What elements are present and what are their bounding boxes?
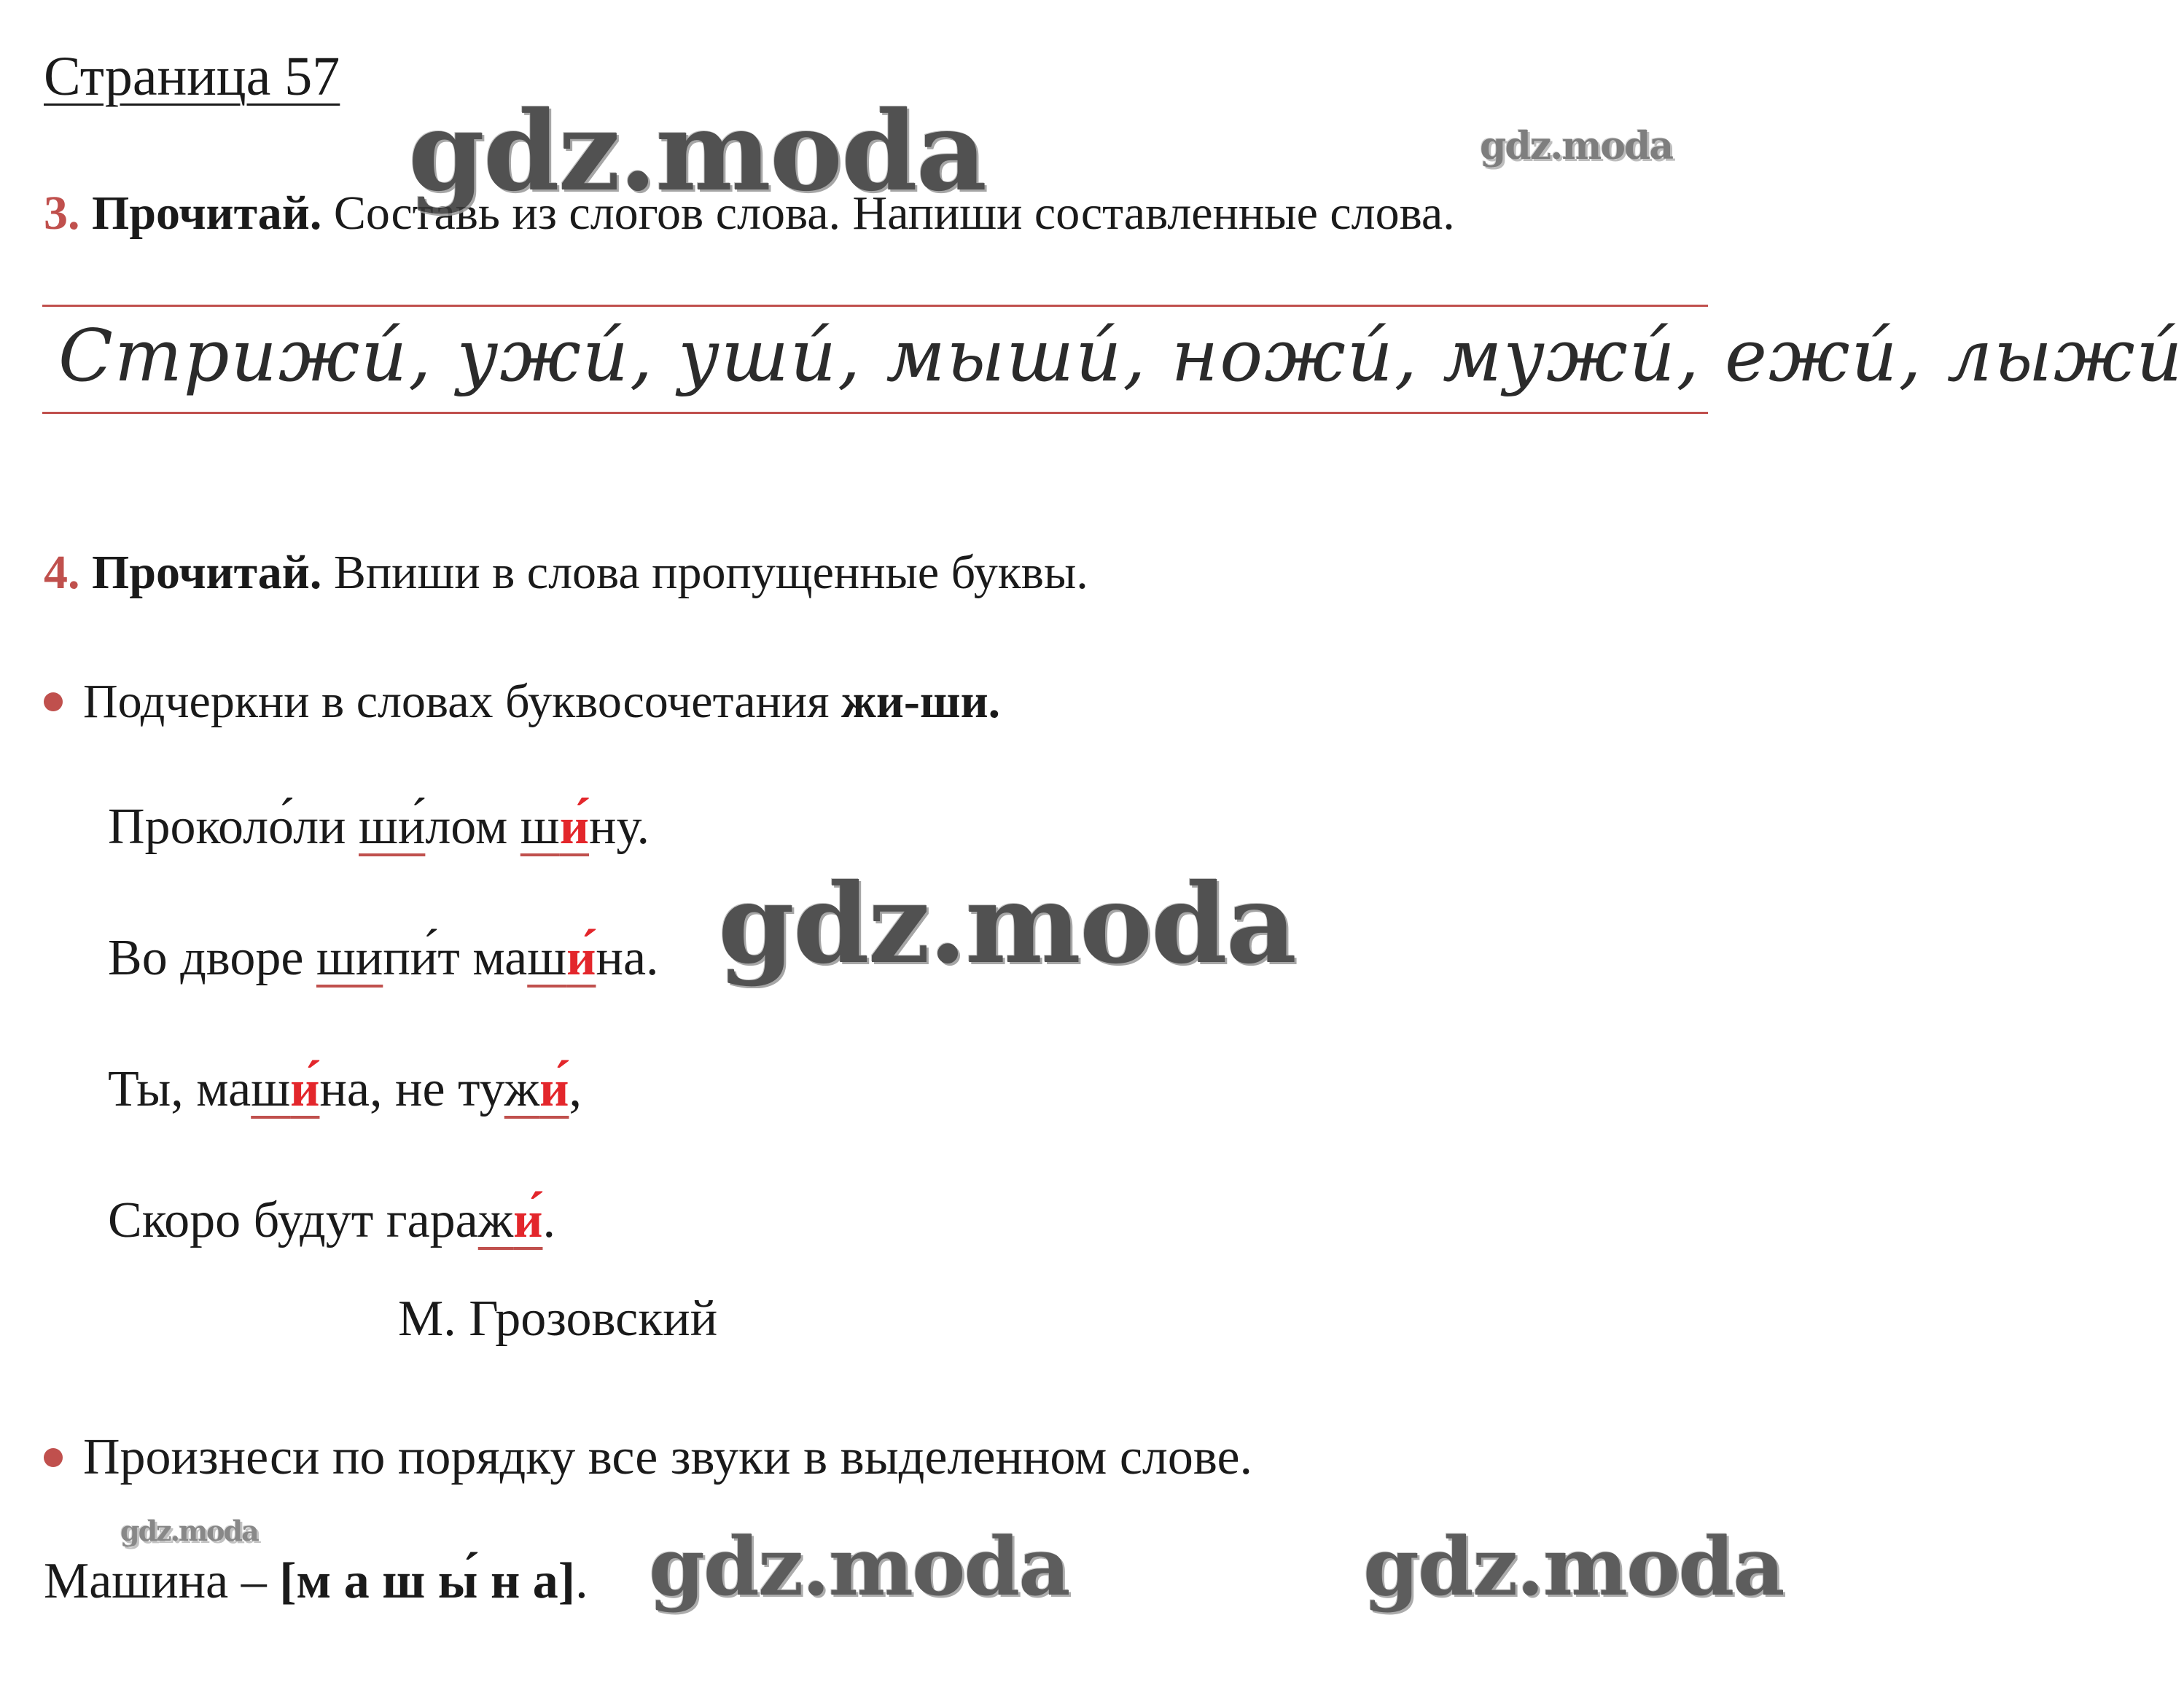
- bullet1-text: Подчеркни в словах буквосочетания: [83, 675, 842, 728]
- watermark-logo: gdz.moda: [1363, 1520, 1784, 1614]
- answer-sounds: [м а ш ы́ н а]: [279, 1553, 576, 1609]
- poem-line-1: [108, 798, 650, 856]
- watermark-logo: gdz.moda: [120, 1514, 258, 1547]
- consonant: ж: [477, 1192, 514, 1248]
- consonant: ж: [504, 1061, 540, 1117]
- bullet2-text: Произнеси по порядку все звуки в выделенном слове.: [83, 1429, 1253, 1485]
- writing-line-top: [42, 305, 1708, 307]
- inserted-letter: и́: [566, 930, 596, 986]
- bullet1-bold: жи-ши.: [841, 675, 1001, 728]
- poem-author: М. Грозовский: [398, 1291, 718, 1347]
- task3-number: 3.: [44, 187, 80, 240]
- inserted-letter: и́: [290, 1061, 320, 1117]
- poem-text: ,: [569, 1061, 582, 1117]
- watermark-logo: gdz.moda: [649, 1520, 1069, 1614]
- watermark-logo: gdz.moda: [718, 860, 1296, 988]
- answer-word: Машина –: [44, 1553, 280, 1609]
- stress-mark: о́: [268, 799, 294, 855]
- poem-text: ли: [293, 799, 359, 855]
- page-title: Страница 57: [44, 46, 340, 107]
- consonant: ш: [520, 799, 560, 855]
- poem-text: на.: [596, 930, 659, 986]
- watermark-logo: gdz.moda: [1480, 124, 1673, 168]
- sound-answer: [44, 1552, 588, 1611]
- bullet-icon: [44, 1448, 63, 1467]
- answer-end: .: [575, 1553, 588, 1609]
- bullet-icon: [44, 692, 63, 711]
- underlined-shi: ши: [316, 930, 383, 986]
- task4-instruction: [44, 545, 1088, 601]
- task4-bold: Прочитай.: [92, 546, 322, 599]
- task3-handwritten-answer: Стрижи́, ужи́, уши́, мыши́, ножи́, мужи́, ежи́, лыжи́: [58, 315, 2184, 398]
- poem-line-2: [108, 929, 659, 988]
- writing-line-bottom: [42, 412, 1708, 414]
- poem-text: Прокол: [108, 799, 269, 855]
- inserted-letter: и́: [559, 799, 590, 855]
- task3-bold: Прочитай.: [92, 187, 322, 240]
- watermark-logo: gdz.moda: [408, 87, 986, 216]
- poem-line-3: [108, 1060, 582, 1119]
- inserted-letter: и́: [513, 1192, 543, 1248]
- underlined-zhi-filled: [504, 1061, 569, 1117]
- consonant: ш: [527, 930, 567, 986]
- poem-text: лом: [425, 799, 520, 855]
- inserted-letter: и́: [539, 1061, 569, 1117]
- task4-text: Впиши в слова пропущенные буквы.: [333, 546, 1088, 599]
- underlined-shi: ши́: [359, 799, 426, 855]
- poem-line-4: [108, 1192, 555, 1250]
- poem-text: пи́т ма: [383, 930, 528, 986]
- underlined-shi-filled: [527, 930, 596, 986]
- task3-text: Составь из слогов слова. Напиши составленные слова.: [333, 187, 1455, 240]
- poem-text: ну.: [589, 799, 650, 855]
- poem-text: на, не ту: [319, 1061, 504, 1117]
- poem-text: Ты, ма: [108, 1061, 251, 1117]
- poem-text: .: [542, 1192, 555, 1248]
- poem-text: Скоро будут гара: [108, 1192, 478, 1248]
- task4-bullet-sounds: [44, 1428, 1252, 1487]
- poem-text: Во дворе: [108, 930, 316, 986]
- underlined-shi-filled: [520, 799, 589, 855]
- task4-number: 4.: [44, 546, 80, 599]
- underlined-zhi-filled: [478, 1192, 543, 1248]
- consonant: ш: [251, 1061, 291, 1117]
- underlined-shi-filled: [251, 1061, 319, 1117]
- task4-bullet-underline: [44, 674, 1000, 730]
